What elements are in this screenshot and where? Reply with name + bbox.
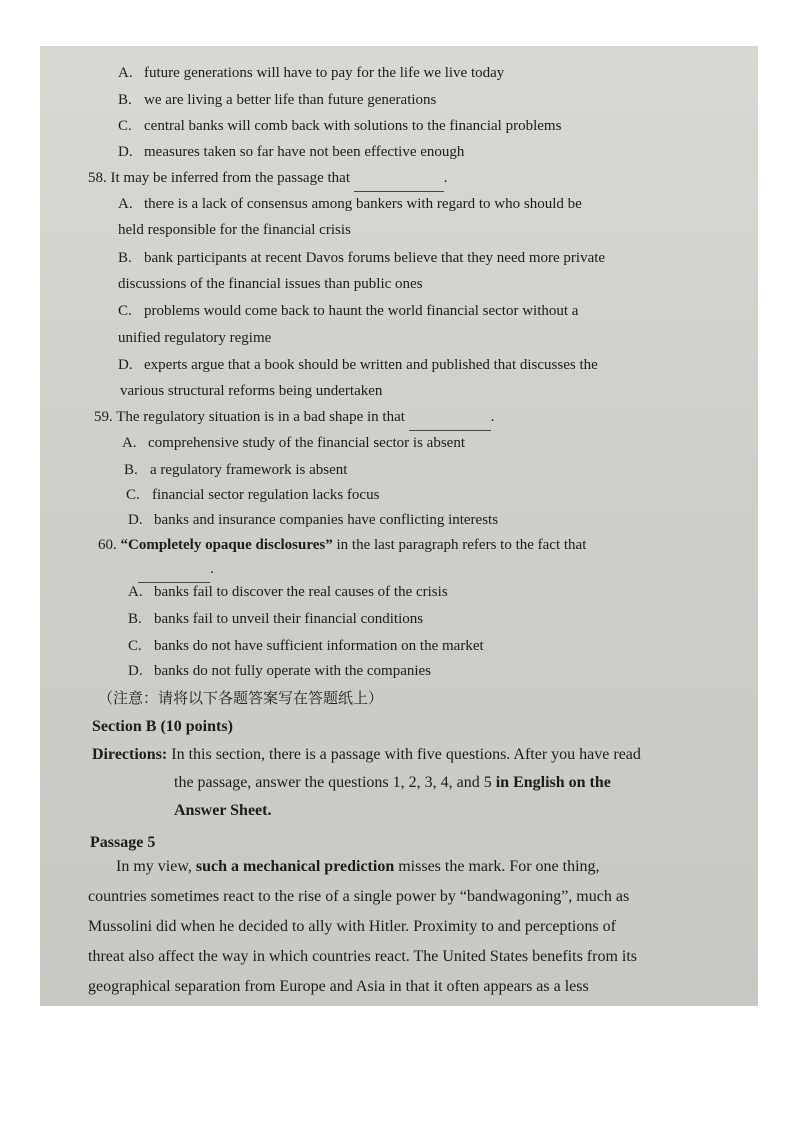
option-letter: B. bbox=[118, 92, 132, 108]
passage-title: Passage 5 bbox=[90, 834, 156, 851]
answer-sheet-note: （注意：请将以下各题答案写在答题纸上） bbox=[98, 689, 384, 707]
passage-text: misses the mark. For one thing, bbox=[394, 858, 600, 875]
q57-option-d bbox=[118, 139, 464, 165]
option-text: banks do not have sufficient information on the market bbox=[154, 638, 484, 654]
option-text: measures taken so far have not been effective enough bbox=[144, 144, 465, 160]
option-text: held responsible for the financial crisis bbox=[118, 222, 351, 238]
option-text: we are living a better life than future generations bbox=[144, 92, 437, 108]
option-text: discussions of the financial issues than public ones bbox=[118, 276, 423, 292]
option-letter: B. bbox=[128, 611, 142, 627]
q59-option-a bbox=[122, 430, 465, 456]
q58-option-c-cont bbox=[118, 325, 271, 351]
option-letter: A. bbox=[118, 196, 133, 212]
passage-line-2: countries sometimes react to the rise of a single power by “bandwagoning”, much as bbox=[88, 888, 630, 905]
option-letter: C. bbox=[118, 118, 132, 134]
question-stem: 59. The regulatory situation is in a bad shape in that bbox=[94, 409, 405, 425]
q57-option-b bbox=[118, 87, 436, 113]
q58-option-d-cont bbox=[120, 378, 382, 404]
q58-option-d bbox=[118, 352, 598, 378]
option-letter: D. bbox=[118, 357, 133, 373]
question-stem: 58. It may be inferred from the passage that bbox=[88, 170, 350, 186]
option-letter: D. bbox=[128, 512, 143, 528]
option-text: various structural reforms being undertaken bbox=[120, 383, 383, 399]
question-number: 60. bbox=[98, 537, 121, 553]
option-letter: A. bbox=[122, 435, 137, 451]
option-letter: C. bbox=[118, 303, 132, 319]
passage-line-5: geographical separation from Europe and Asia in that it often appears as a less bbox=[88, 978, 589, 995]
option-letter: D. bbox=[118, 144, 133, 160]
option-text: banks and insurance companies have conflicting interests bbox=[154, 512, 499, 528]
q58-option-c bbox=[118, 298, 578, 324]
option-letter: A. bbox=[128, 584, 143, 600]
option-text: banks fail to unveil their financial conditions bbox=[154, 611, 424, 627]
passage-line-3: Mussolini did when he decided to ally with Hitler. Proximity to and perceptions of bbox=[88, 918, 616, 935]
option-text: banks do not fully operate with the companies bbox=[154, 663, 432, 679]
q59-option-c bbox=[126, 482, 379, 508]
q60-option-c bbox=[128, 633, 484, 659]
option-letter: B. bbox=[124, 462, 138, 478]
option-letter: D. bbox=[128, 663, 143, 679]
photographed-page bbox=[40, 46, 758, 1006]
exam-page bbox=[82, 46, 702, 1006]
directions-line-1 bbox=[92, 742, 641, 768]
option-text: financial sector regulation lacks focus bbox=[152, 487, 380, 503]
option-text: central banks will comb back with solutions to the financial problems bbox=[144, 118, 562, 134]
directions-emphasis: in English on the bbox=[495, 774, 611, 791]
option-letter: C. bbox=[126, 487, 140, 503]
answer-blank bbox=[409, 404, 491, 431]
section-b-title: Section B (10 points) bbox=[92, 718, 233, 735]
option-text: future generations will have to pay for the life we live today bbox=[144, 65, 505, 81]
q57-option-c bbox=[118, 113, 561, 139]
q60-option-d bbox=[128, 658, 431, 684]
q58-option-a bbox=[118, 191, 582, 217]
q58-option-a-cont bbox=[118, 217, 351, 243]
q59-option-b bbox=[124, 457, 347, 483]
blank-end: . bbox=[490, 409, 495, 425]
passage-emphasis: such a mechanical prediction bbox=[195, 858, 395, 875]
q57-option-a bbox=[118, 60, 504, 86]
question-stem: in the last paragraph refers to the fact that bbox=[332, 537, 587, 553]
q59-option-d bbox=[128, 507, 498, 533]
option-text: experts argue that a book should be written and published that discusses the bbox=[144, 357, 598, 373]
directions-line-2 bbox=[174, 770, 611, 796]
option-letter: B. bbox=[118, 250, 132, 266]
option-letter: C. bbox=[128, 638, 142, 654]
passage-text: In my view, bbox=[116, 858, 196, 875]
blank-end: . bbox=[443, 170, 448, 186]
q58-option-b-cont bbox=[118, 271, 423, 297]
option-text: banks fail to discover the real causes of the crisis bbox=[154, 584, 448, 600]
option-text: a regulatory framework is absent bbox=[150, 462, 348, 478]
option-letter: A. bbox=[118, 65, 133, 81]
q60-stem bbox=[98, 532, 586, 558]
passage-line-1 bbox=[116, 852, 600, 882]
option-text: problems would come back to haunt the world financial sector without a bbox=[144, 303, 579, 319]
q58-stem bbox=[88, 165, 448, 192]
directions-line-3: Answer Sheet. bbox=[174, 802, 272, 819]
option-text: bank participants at recent Davos forums believe that they need more private bbox=[144, 250, 606, 266]
quoted-phrase: “Completely opaque disclosures” bbox=[120, 537, 333, 553]
blank-end: . bbox=[210, 561, 214, 577]
passage-line-4: threat also affect the way in which countries react. The United States benefits from its bbox=[88, 948, 638, 965]
directions-text: the passage, answer the questions 1, 2, 3, 4, and 5 bbox=[174, 774, 496, 791]
q60-option-b bbox=[128, 606, 423, 632]
answer-blank bbox=[354, 165, 444, 192]
q58-option-b bbox=[118, 245, 605, 271]
option-text: unified regulatory regime bbox=[118, 330, 272, 346]
q60-option-a bbox=[128, 579, 448, 605]
directions-text: In this section, there is a passage with five questions. After you have read bbox=[167, 746, 641, 763]
option-text: there is a lack of consensus among bankers with regard to who should be bbox=[144, 196, 582, 212]
q59-stem bbox=[94, 404, 494, 431]
option-text: comprehensive study of the financial sector is absent bbox=[148, 435, 465, 451]
directions-label: Directions: bbox=[92, 746, 168, 763]
